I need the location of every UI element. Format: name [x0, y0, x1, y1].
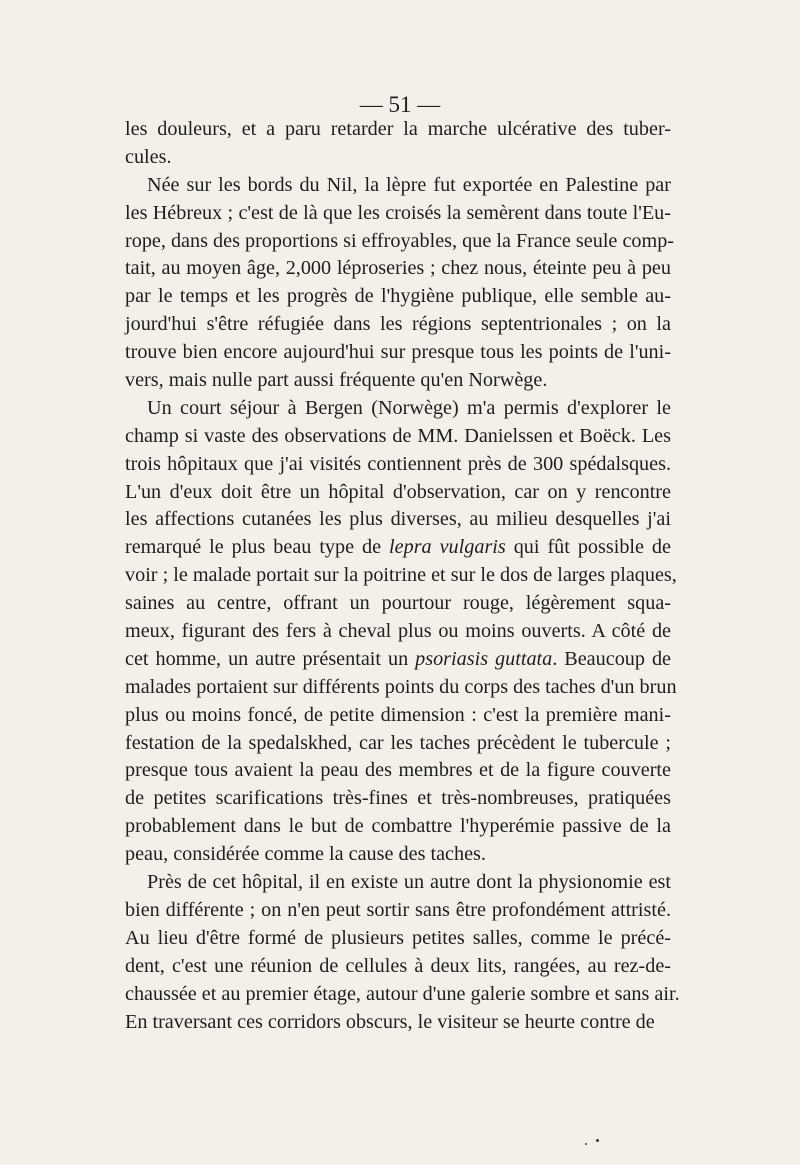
- text-line: jourd'hui s'être réfugiée dans les régions septentrionales ; on la: [125, 313, 671, 336]
- text-line: malades portaient sur différents points du corps des taches d'un brun: [125, 675, 677, 698]
- text-line: trois hôpitaux que j'ai visités contiennent près de 300 spédalsques.: [125, 452, 671, 475]
- text-line: les douleurs, et a paru retarder la marche ulcérative des tuber-: [125, 118, 671, 140]
- text-line: les Hébreux ; c'est de là que les croisés la semèrent dans toute l'Eu-: [125, 201, 671, 224]
- text-line: saines au centre, offrant un pourtour rouge, légèrement squa-: [125, 592, 671, 615]
- text-line: champ si vaste des observations de MM. Danielssen et Boëck. Les: [125, 424, 671, 447]
- text-line: Née sur les bords du Nil, la lèpre fut exportée en Palestine par: [147, 173, 671, 196]
- text-line: plus ou moins foncé, de petite dimension : c'est la première mani-: [125, 703, 671, 726]
- text-line: meux, figurant des fers à cheval plus ou moins ouverts. A côté de: [125, 620, 671, 643]
- text-line: de petites scarifications très-fines et très-nombreuses, pratiquées: [125, 787, 671, 810]
- text-line: par le temps et les progrès de l'hygiène publique, elle semble au-: [125, 285, 671, 308]
- text-line: rope, dans des proportions si effroyables, que la France seule comp-: [125, 229, 675, 252]
- text-line: Près de cet hôpital, il en existe un autre dont la physionomie est: [147, 871, 671, 894]
- text-line: dent, c'est une réunion de cellules à deux lits, rangées, au rez-de-: [125, 954, 671, 977]
- text-line: peau, considérée comme la cause des taches.: [125, 843, 486, 866]
- text-line: presque tous avaient la peau des membres et de la figure couverte: [125, 759, 671, 782]
- text-line: Au lieu d'être formé de plusieurs petites salles, comme le précé-: [125, 926, 671, 949]
- text-line: trouve bien encore aujourd'hui sur presque tous les points de l'uni-: [125, 341, 671, 364]
- text-line: voir ; le malade portait sur la poitrine et sur le dos de larges plaques,: [125, 564, 677, 587]
- text-line: En traversant ces corridors obscurs, le visiteur se heurte contre de: [125, 1010, 655, 1033]
- text-line: tait, au moyen âge, 2,000 léproseries ; chez nous, éteinte peu à peu: [125, 257, 671, 280]
- page-number: — 51 —: [359, 92, 441, 117]
- text-line: L'un d'eux doit être un hôpital d'observation, car on y rencontre: [125, 480, 671, 503]
- text-line: cet homme, un autre présentait un psoriasis guttata. Beaucoup de: [125, 647, 671, 670]
- text-line: cules.: [125, 145, 172, 168]
- ink-speck: [596, 1139, 599, 1142]
- text-line: chaussée et au premier étage, autour d'une galerie sombre et sans air.: [125, 982, 680, 1005]
- ink-speck: [585, 1143, 587, 1145]
- text-line: remarqué le plus beau type de lepra vulgaris qui fût possible de: [125, 536, 671, 559]
- text-line: vers, mais nulle part aussi fréquente qu'en Norwège.: [125, 369, 548, 392]
- body-text: [125, 116, 680, 1036]
- text-line: les affections cutanées les plus diverses, au milieu desquelles j'ai: [125, 508, 671, 531]
- text-line: festation de la spedalskhed, car les taches précèdent le tubercule ;: [125, 731, 671, 754]
- text-line: bien différente ; on n'en peut sortir sans être profondément attristé.: [125, 898, 671, 921]
- text-line: probablement dans le but de combattre l'hyperémie passive de la: [125, 815, 671, 838]
- text-line: Un court séjour à Bergen (Norwège) m'a permis d'explorer le: [147, 396, 671, 419]
